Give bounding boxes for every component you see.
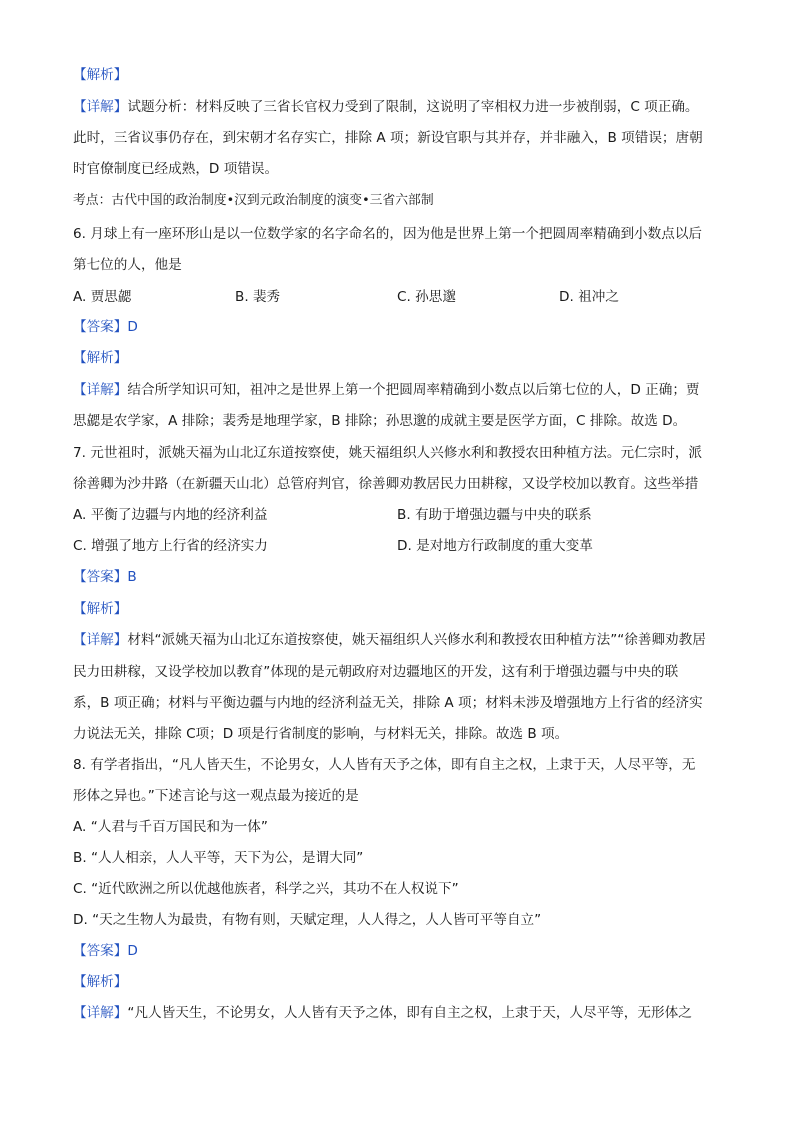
q6-option-a: A. 贾思勰 bbox=[73, 289, 132, 305]
detail-tag: 【详解】 bbox=[73, 382, 128, 398]
q7-stem-line-1: 7. 元世祖时，派姚天福为山北辽东道按察使，姚天福组织人兴修水利和教授农田种植方法。元仁宗时，派 bbox=[73, 445, 703, 461]
detail-text: 试题分析：材料反映了三省长官权力受到了限制，这说明了宰相权力进一步被削弱，C 项正确。 bbox=[127, 99, 699, 115]
q6-option-d: D. 祖冲之 bbox=[559, 289, 619, 305]
q5-detail-line-1 bbox=[73, 98, 723, 116]
q6-answer: 【答案】D bbox=[73, 319, 138, 335]
q6-option-b: B. 裴秀 bbox=[235, 289, 281, 305]
q8-option-b: B. “人人相亲，人人平等，天下为公，是谓大同” bbox=[73, 850, 364, 866]
q7-detail-line-4: 力说法无关，排除 C项；D 项是行省制度的影响，与材料无关，排除。故选 B 项。 bbox=[73, 726, 569, 742]
analysis-header: 【解析】 bbox=[73, 67, 128, 83]
q7-option-d: D. 是对地方行政制度的重大变革 bbox=[397, 538, 593, 554]
q7-option-c: C. 增强了地方上行省的经济实力 bbox=[73, 538, 268, 554]
q7-option-b: B. 有助于增强边疆与中央的联系 bbox=[397, 507, 592, 523]
q5-detail-line-3: 时官僚制度已经成熟，D 项错误。 bbox=[73, 161, 279, 177]
detail-tag: 【详解】 bbox=[73, 99, 128, 115]
q8-analysis-header: 【解析】 bbox=[73, 974, 128, 990]
q7-analysis-header: 【解析】 bbox=[73, 601, 128, 617]
q8-option-a: A. “人君与千百万国民和为一体” bbox=[73, 819, 268, 835]
q6-stem-line-1: 6. 月球上有一座环形山是以一位数学家的名字命名的，因为他是世界上第一个把圆周率精确到小数点以后 bbox=[73, 226, 703, 242]
q7-option-a: A. 平衡了边疆与内地的经济利益 bbox=[73, 507, 268, 523]
q7-detail-line-3: 系，B 项正确；材料与平衡边疆与内地的经济利益无关，排除 A 项；材料未涉及增强地方上行省的经济实 bbox=[73, 695, 703, 711]
q7-answer: 【答案】B bbox=[73, 569, 137, 585]
q8-detail-line-1 bbox=[73, 1004, 723, 1022]
detail-tag: 【详解】 bbox=[73, 1005, 128, 1021]
q6-analysis-header: 【解析】 bbox=[73, 350, 128, 366]
q8-option-d: D. “天之生物人为最贵，有物有则，天赋定理，人人得之，人人皆可平等自立” bbox=[73, 912, 542, 928]
q6-detail-line-1 bbox=[73, 381, 723, 399]
detail-text: 材料“派姚天福为山北辽东道按察使，姚天福组织人兴修水利和教授农田种植方法”“徐善卿劝教居 bbox=[127, 632, 706, 648]
detail-text: 结合所学知识可知，祖冲之是世界上第一个把圆周率精确到小数点以后第七位的人，D 正确；贾 bbox=[127, 382, 700, 398]
q7-detail-line-1 bbox=[73, 631, 723, 649]
detail-tag: 【详解】 bbox=[73, 632, 128, 648]
q8-stem-line-1: 8. 有学者指出，“凡人皆天生，不论男女，人人皆有天予之体，即有自主之权，上隶于天，人尽平等，无 bbox=[73, 757, 696, 773]
q7-stem-line-2: 徐善卿为沙井路（在新疆天山北）总管府判官，徐善卿劝教居民力田耕稼，又设学校加以教育。这些举措 bbox=[73, 476, 699, 492]
detail-text: “凡人皆天生，不论男女，人人皆有天予之体，即有自主之权，上隶于天，人尽平等，无形体之 bbox=[127, 1005, 692, 1021]
q6-stem-line-2: 第七位的人，他是 bbox=[73, 257, 182, 273]
q5-kaodian: 考点：古代中国的政治制度•汉到元政治制度的演变•三省六部制 bbox=[73, 193, 434, 208]
q8-option-c: C. “近代欧洲之所以优越他族者，科学之兴，其功不在人权说下” bbox=[73, 881, 459, 897]
q7-detail-line-2: 民力田耕稼，又设学校加以教育”体现的是元朝政府对边疆地区的开发，这有利于增强边疆与中央的联 bbox=[73, 664, 679, 680]
q6-option-c: C. 孙思邈 bbox=[397, 289, 456, 305]
q8-answer: 【答案】D bbox=[73, 943, 138, 959]
q6-detail-line-2: 思勰是农学家，A 排除；裴秀是地理学家，B 排除；孙思邈的成就主要是医学方面，C 排除。故选 D。 bbox=[73, 413, 687, 429]
q8-stem-line-2: 形体之异也。”下述言论与这一观点最为接近的是 bbox=[73, 788, 359, 804]
q5-detail-line-2: 此时，三省议事仍存在，到宋朝才名存实亡，排除 A 项；新设官职与其并存，并非融入，B 项错误；唐朝 bbox=[73, 130, 703, 146]
